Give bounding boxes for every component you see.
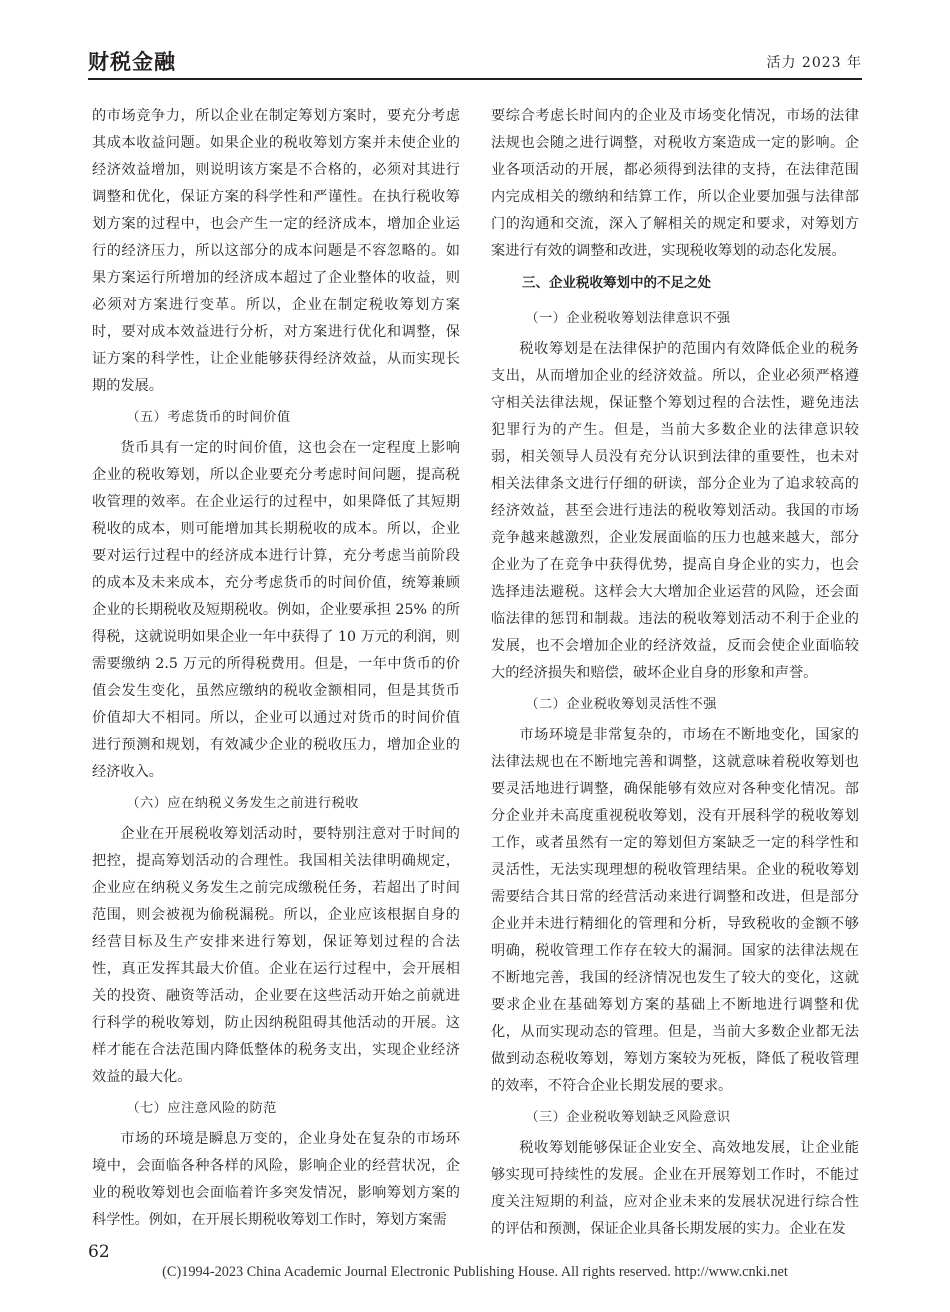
paragraph: 市场环境是非常复杂的，市场在不断地变化，国家的法律法规也在不断地完善和调整，这就意味着税收筹划也要灵活地进行调整，确保能够有效应对各种变化情况。部分企业并未高度重视税收筹划，没有开展科学的税收筹划工作，或者虽然有一定的筹划但方案缺乏一定的科学性和灵活性，无法实现理想的税收管理结果。企业的税收筹划需要结合其日常的经营活动来进行调整和改进，但是部分企业并未进行精细化的管理和分析，导致税收的金额不够明确，税收管理工作存在较大的漏洞。国家的法律法规在不断地完善，我国的经济情况也发生了较大的变化，这就要求企业在基础筹划方案的基础上不断地进行调整和优化，从而实现动态的管理。但是，当前大多数企业都无法做到动态税收筹划，筹划方案较为死板，降低了税收管理的效率，不符合企业长期发展的要求。 <box>491 727 859 1094</box>
right-column <box>491 103 859 1243</box>
paragraph: 税收筹划能够保证企业安全、高效地发展，让企业能够实现可持续性的发展。企业在开展筹划工作时，不能过度关注短期的利益，应对企业未来的发展状况进行综合性的评估和预测，保证企业具备长期发展的实力。企业在发 <box>491 1140 859 1237</box>
paragraph: 货币具有一定的时间价值，这也会在一定程度上影响企业的税收筹划，所以企业要充分考虑时间问题，提高税收管理的效率。在企业运行的过程中，如果降低了其短期税收的成本，则可能增加其长期税收的成本。所以，企业要对运行过程中的经济成本进行计算，充分考虑当前阶段的成本及未来成本，充分考虑货币的时间价值，统筹兼顾企业的长期税收及短期税收。例如，企业要承担 25% 的所得税，这就说明如果企业一年中获得了 10 万元的利润，则需要缴纳 2.5 万元的所得税费用。但是，一年中货币的价值会发生变化，虽然应缴纳的税收金额相同，但是其货币价值却大不相同。所以，企业可以通过对货币的时间价值进行预测和规划，有效减少企业的税收压力，增加企业的经济收入。 <box>92 440 460 780</box>
section-heading: 三、企业税收筹划中的不足之处 <box>522 275 712 291</box>
page-number: 62 <box>88 1242 110 1262</box>
paragraph: 要综合考虑长时间内的企业及市场变化情况，市场的法律法规也会随之进行调整，对税收方案造成一定的影响。企业各项活动的开展，都必须得到法律的支持，在法律范围内完成相关的缴纳和结算工作，所以企业要加强与法律部门的沟通和交流，深入了解相关的规定和要求，对筹划方案进行有效的调整和改进，实现税收筹划的动态化发展。 <box>491 108 859 259</box>
paragraph: 的市场竞争力，所以企业在制定筹划方案时，要充分考虑其成本收益问题。如果企业的税收筹划方案并未使企业的经济效益增加，则说明该方案是不合格的，必须对其进行调整和优化，保证方案的科学性和严谨性。在执行税收筹划方案的过程中，也会产生一定的经济成本，增加企业运行的经济压力，所以这部分的成本问题是不容忽略的。如果方案运行所增加的经济成本超过了企业整体的收益，则必须对方案进行变革。所以，企业在制定税收筹划方案时，要对成本效益进行分析，对方案进行优化和调整，保证方案的科学性，让企业能够获得经济效益，从而实现长期的发展。 <box>92 108 460 394</box>
subheading: （六）应在纳税义务发生之前进行税收 <box>126 796 359 811</box>
subheading: （二）企业税收筹划灵活性不强 <box>525 697 717 712</box>
copyright-footer: (C)1994-2023 China Academic Journal Electronic Publishing House. All rights reserved. http://www.cnki.net <box>162 1264 788 1280</box>
paragraph: 税收筹划是在法律保护的范围内有效降低企业的税务支出，从而增加企业的经济效益。所以，企业必须严格遵守相关法律法规，保证整个筹划过程的合法性，避免违法犯罪行为的产生。但是，当前大多数企业的法律意识较弱，相关领导人员没有充分认识到法律的重要性，也未对相关法律条文进行仔细的研读，部分企业为了追求较高的经济效益，甚至会进行违法的税收筹划活动。我国的市场竞争越来越激烈，企业发展面临的压力也越来越大，部分企业为了在竞争中获得优势，提高自身企业的实力，也会选择违法避税。这样会大大增加企业运营的风险，还会面临法律的惩罚和制裁。违法的税收筹划活动不利于企业的发展，也不会增加企业的经济效益，反而会使企业面临较大的经济损失和赔偿，破坏企业自身的形象和声誉。 <box>491 341 859 681</box>
subheading: （五）考虑货币的时间价值 <box>126 410 291 425</box>
paragraph: 企业在开展税收筹划活动时，要特别注意对于时间的把控，提高筹划活动的合理性。我国相关法律明确规定，企业应在纳税义务发生之前完成缴税任务，若超出了时间范围，则会被视为偷税漏税。所以，企业应该根据自身的经营目标及生产安排来进行筹划，保证筹划过程的合法性，真正发挥其最大价值。企业在运行过程中，会开展相关的投资、融资等活动，企业要在这些活动开始之前就进行科学的税收筹划，防止因纳税阻碍其他活动的开展。这样才能在合法范围内降低整体的税务支出，实现企业经济效益的最大化。 <box>92 826 460 1085</box>
subheading: （三）企业税收筹划缺乏风险意识 <box>525 1110 731 1125</box>
paragraph: 市场的环境是瞬息万变的，企业身处在复杂的市场环境中，会面临各种各样的风险，影响企业的经营状况，企业的税收筹划也会面临着许多突发情况，影响筹划方案的科学性。例如，在开展长期税收筹划工作时，筹划方案需 <box>92 1131 460 1228</box>
section-title: 财税金融 <box>88 50 176 74</box>
left-column <box>92 103 460 1234</box>
subheading: （七）应注意风险的防范 <box>126 1101 277 1116</box>
issue-label: 活力 2023 年 <box>766 55 862 71</box>
page-header <box>88 44 862 80</box>
subheading: （一）企业税收筹划法律意识不强 <box>525 311 731 326</box>
